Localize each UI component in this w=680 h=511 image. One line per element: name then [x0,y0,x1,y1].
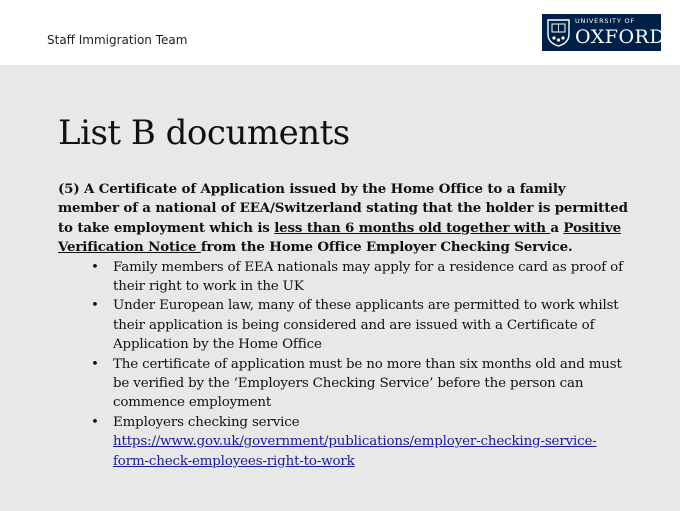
bullet-text: Employers checking service [113,414,300,430]
bullet-item-with-link [113,413,628,471]
intro-part2: a [550,219,564,236]
slide-title: List B documents [58,113,350,153]
intro-part1: (5) A Certificate of Application issued by the Home Office to a family member of a national of EEA/Switzerland stating that the holder is permitted to take employment which is [58,181,628,236]
bullet-item: • Under European law, many of these applicants are permitted to work whilst their application is being considered and are issued with a Certificate of Application by the Home Office [113,296,628,354]
oxford-logo [542,14,666,51]
intro-underlined1: less than 6 months old together with [274,219,551,236]
logo-oxford: OXFORD [575,26,666,48]
bullet-item: • The certificate of application must be no more than six months old and must be verified by the ‘Employers Checking Service’ before the person can commence employment [113,355,628,413]
bullet-list [58,258,628,471]
intro-paragraph [58,180,628,258]
header [0,0,680,65]
employer-checking-link[interactable]: https://www.gov.uk/government/publications/employer-checking-service-form-check-employees-right-to-work [113,434,597,469]
logo-text [575,17,665,48]
intro-part3: from the Home Office Employer Checking Service. [200,239,573,256]
logo-university-of: UNIVERSITY OF [575,17,635,25]
slide-body [58,180,628,471]
intro-underlined2: Positive Verification Notice [58,219,622,256]
crest-icon [546,18,571,47]
team-name: Staff Immigration Team [47,33,188,47]
bullet-item: • Family members of EEA nationals may apply for a residence card as proof of their right to work in the UK [113,258,628,297]
content-area [0,65,680,511]
